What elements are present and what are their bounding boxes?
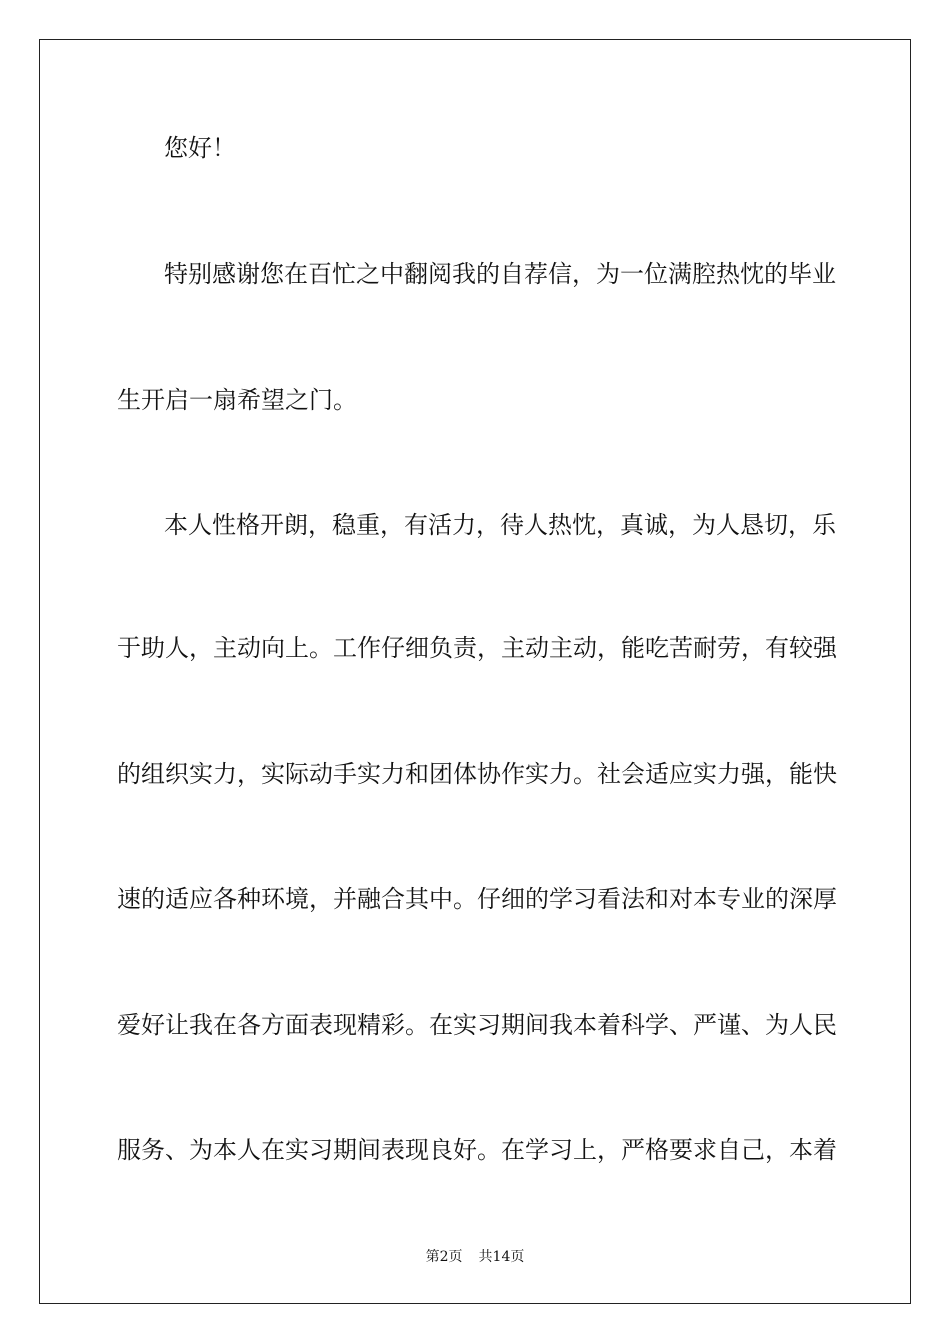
page-number: 第2页: [425, 1249, 463, 1265]
page-footer: [0, 1248, 950, 1266]
paragraph-1-line-1: 特别感谢您在百忙之中翻阅我的自荐信，为一位满腔热忱的毕业: [164, 260, 836, 288]
paragraph-2-line-3: 的组织实力，实际动手实力和团体协作实力。社会适应实力强，能快: [117, 760, 837, 788]
paragraph-2-line-6: 服务、为本人在实习期间表现良好。在学习上，严格要求自己，本着: [117, 1136, 837, 1164]
total-pages: 共14页: [478, 1249, 525, 1265]
page-border: [39, 39, 911, 1304]
paragraph-2-line-1: 本人性格开朗，稳重，有活力，待人热忱，真诚，为人恳切，乐: [164, 511, 836, 539]
greeting-line: 您好！: [164, 134, 236, 162]
paragraph-2-line-2: 于助人，主动向上。工作仔细负责，主动主动，能吃苦耐劳，有较强: [117, 634, 837, 662]
paragraph-2-line-4: 速的适应各种环境，并融合其中。仔细的学习看法和对本专业的深厚: [117, 885, 837, 913]
paragraph-1-line-2: 生开启一扇希望之门。: [117, 386, 357, 414]
paragraph-2-line-5: 爱好让我在各方面表现精彩。在实习期间我本着科学、严谨、为人民: [117, 1011, 837, 1039]
